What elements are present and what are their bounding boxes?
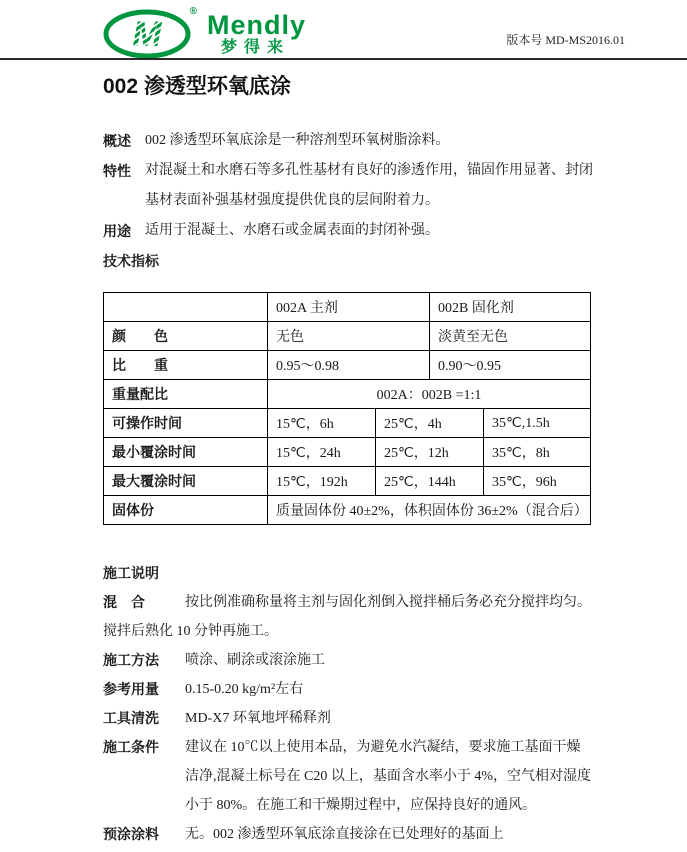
tech-spec-heading: 技术指标 — [103, 253, 159, 269]
max-recoat-label: 最大覆涂时间 — [104, 467, 268, 496]
table-row-header — [104, 293, 591, 322]
ratio-value: 002A：002B =1:1 — [268, 380, 591, 409]
conditions-line-1: 建议在 10℃以上使用本品，为避免水汽凝结，要求施工基面干燥 — [185, 740, 581, 755]
conditions-text — [185, 733, 640, 820]
max-recoat-35c: 35℃，96h — [484, 467, 591, 496]
table-row-pot-life — [104, 409, 591, 438]
precoat-row — [103, 820, 640, 849]
pot-life-15c: 15℃，6h — [268, 409, 376, 438]
registered-trademark-icon: ® — [189, 6, 197, 17]
construction-heading: 施工说明 — [103, 565, 159, 581]
gravity-label: 比 重 — [104, 351, 268, 380]
table-row-gravity — [104, 351, 591, 380]
overview-text: 002 渗透型环氧底涂是一种溶剂型环氧树脂涂料。 — [145, 133, 450, 148]
max-recoat-15c: 15℃，192h — [268, 467, 376, 496]
usage-text: 适用于混凝土、水磨石或金属表面的封闭补强。 — [145, 223, 439, 238]
version-number: 版本号 MD-MS2016.01 — [506, 33, 625, 47]
solids-value: 质量固体份 40±2%，体积固体份 36±2%（混合后） — [268, 496, 591, 525]
solids-label: 固体份 — [104, 496, 268, 525]
ratio-label: 重量配比 — [104, 380, 268, 409]
color-label: 颜 色 — [104, 322, 268, 351]
m-monogram-icon — [103, 8, 199, 58]
mixing-label: 混 合 — [103, 594, 145, 610]
color-a: 无色 — [268, 322, 430, 351]
min-recoat-25c: 25℃，12h — [376, 438, 484, 467]
mixing-continuation: 搅拌后熟化 10 分钟再施工。 — [103, 624, 278, 639]
features-label: 特性 — [103, 163, 131, 179]
conditions-line-2: 洁净,混凝土标号在 C20 以上，基面含水率小于 4%，空气相对湿度 — [185, 769, 591, 784]
min-recoat-35c: 35℃，8h — [484, 438, 591, 467]
pot-life-25c: 25℃，4h — [376, 409, 484, 438]
dosage-text: 0.15-0.20 kg/m²左右 — [185, 682, 304, 697]
table-row-ratio — [104, 380, 591, 409]
cleaning-row — [103, 704, 640, 733]
table-row-min-recoat — [104, 438, 591, 467]
table-row-solids — [104, 496, 591, 525]
overview-row — [103, 126, 640, 156]
dosage-label: 参考用量 — [103, 681, 159, 697]
logo-text — [207, 8, 306, 58]
precoat-text: 无。002 渗透型环氧底涂直接涂在已处理好的基面上 — [185, 827, 504, 842]
features-line-1: 对混凝土和水磨石等多孔性基材有良好的渗透作用，锚固作用显著、封闭 — [145, 163, 593, 178]
page-header — [0, 0, 687, 60]
method-row — [103, 646, 640, 675]
svg-text:M: M — [132, 15, 162, 54]
intro-section — [103, 126, 640, 276]
mixing-text: 按比例准确称量将主剂与固化剂倒入搅拌桶后务必充分搅拌均匀。 — [185, 595, 591, 610]
min-recoat-15c: 15℃，24h — [268, 438, 376, 467]
tech-spec-table — [103, 292, 591, 525]
precoat-label: 预涂涂料 — [103, 826, 159, 842]
method-text: 喷涂、刷涂或滚涂施工 — [185, 653, 325, 668]
pot-life-label: 可操作时间 — [104, 409, 268, 438]
cleaning-text: MD-X7 环氧地坪稀释剂 — [185, 711, 331, 726]
usage-row — [103, 216, 640, 246]
features-text — [145, 156, 640, 216]
brand-wordmark: Mendly — [207, 10, 307, 40]
min-recoat-label: 最小覆涂时间 — [104, 438, 268, 467]
col-header-002a: 002A 主剂 — [268, 293, 430, 322]
usage-label: 用途 — [103, 223, 131, 239]
conditions-line-3: 小于 80%。在施工和干燥期过程中，应保持良好的通风。 — [185, 798, 537, 813]
color-b: 淡黄至无色 — [430, 322, 591, 351]
table-row-max-recoat — [104, 467, 591, 496]
method-label: 施工方法 — [103, 652, 159, 668]
brand-logo — [103, 8, 306, 58]
features-line-2: 基材表面补强基材强度提供优良的层间附着力。 — [145, 193, 439, 208]
dosage-row — [103, 675, 640, 704]
conditions-label: 施工条件 — [103, 739, 159, 755]
features-row — [103, 156, 640, 216]
brand-chinese-name: 梦得来 — [221, 39, 291, 56]
col-header-002b: 002B 固化剂 — [430, 293, 591, 322]
pot-life-35c: 35℃,1.5h — [484, 409, 591, 438]
gravity-a: 0.95～0.98 — [268, 351, 430, 380]
overview-label: 概述 — [103, 133, 131, 149]
cleaning-label: 工具清洗 — [103, 710, 159, 726]
construction-section — [103, 559, 640, 849]
max-recoat-25c: 25℃，144h — [376, 467, 484, 496]
mixing-row — [103, 588, 640, 617]
logo-oval-monogram — [103, 8, 199, 58]
page-title: 002 渗透型环氧底涂 — [103, 75, 291, 98]
gravity-b: 0.90～0.95 — [430, 351, 591, 380]
table-row-color — [104, 322, 591, 351]
document-body — [0, 72, 687, 849]
conditions-row — [103, 733, 640, 820]
